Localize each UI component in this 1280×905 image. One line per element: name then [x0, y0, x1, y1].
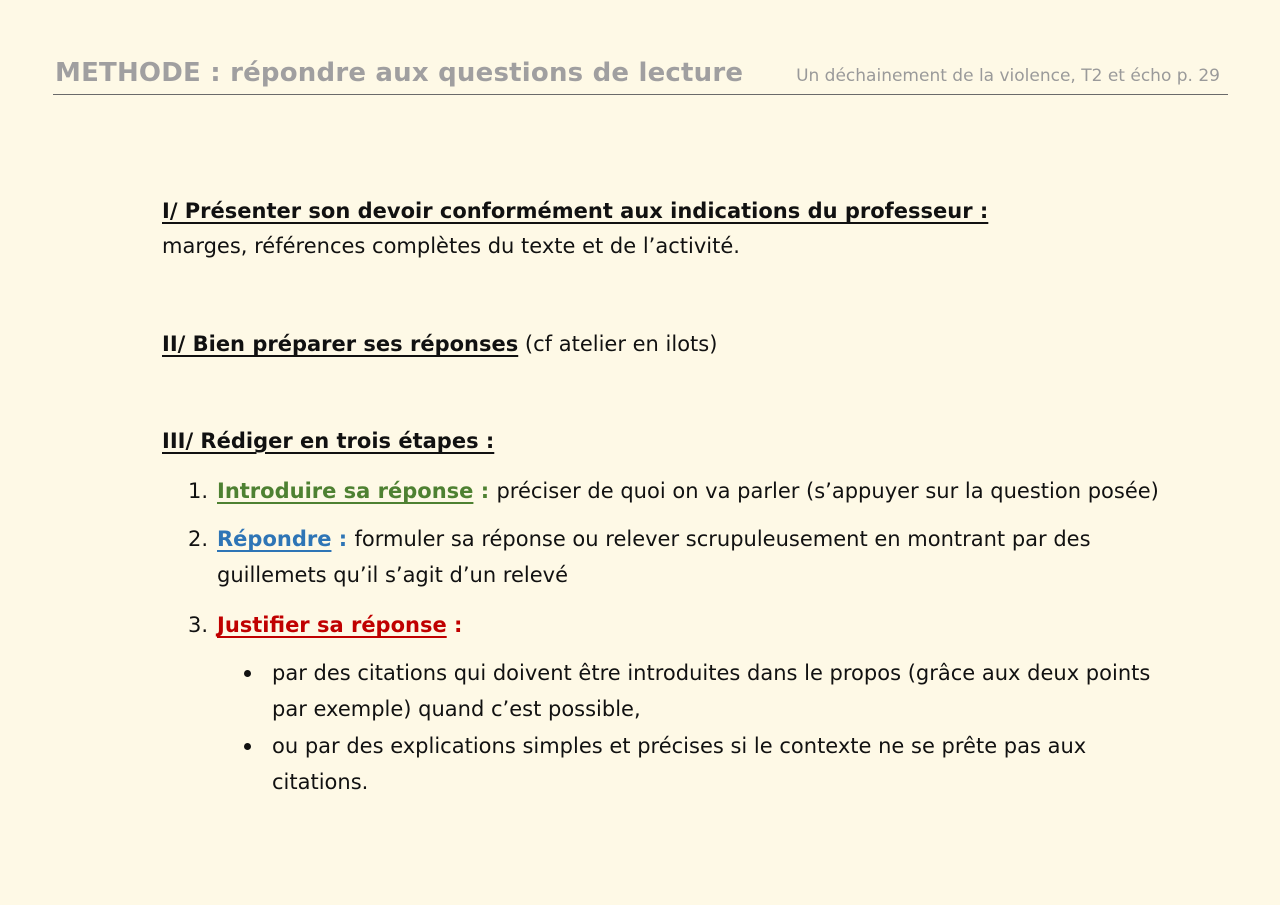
step-colon: : [446, 613, 463, 637]
page-title: METHODE : répondre aux questions de lecture [55, 58, 744, 88]
step-keyword: Répondre [217, 527, 332, 551]
step-number: 2. [188, 527, 209, 551]
step-2-continuation: guillemets qu’il s’agit d’un relevé [217, 563, 569, 587]
bullet-line: par exemple) quand c’est possible, [272, 697, 641, 721]
bullet-icon [244, 670, 251, 677]
section-1-body: marges, références complètes du texte et de l’activité. [162, 234, 740, 258]
step-1 [188, 476, 1159, 506]
bullet-line: ou par des explications simples et précises si le contexte ne se prête pas aux [272, 734, 1087, 758]
page-subtitle: Un déchainement de la violence, T2 et écho p. 29 [796, 66, 1220, 86]
bullet-line: par des citations qui doivent être introduites dans le propos (grâce aux deux points [272, 661, 1151, 685]
section-1-title: I/ Présenter son devoir conformément aux indications du professeur : [162, 199, 989, 223]
section-2 [162, 329, 717, 359]
step-number: 3. [188, 613, 209, 637]
step-number: 1. [188, 479, 209, 503]
page-header [53, 56, 1228, 95]
section-3-title: III/ Rédiger en trois étapes : [162, 429, 495, 453]
section-2-title: II/ Bien préparer ses réponses [162, 332, 519, 356]
bullet-icon [244, 743, 251, 750]
step-keyword: Introduire sa réponse [217, 479, 474, 503]
section-2-note: (cf atelier en ilots) [518, 332, 718, 356]
step-keyword: Justifier sa réponse [217, 613, 447, 637]
step-3 [188, 610, 462, 640]
step-colon: : [473, 479, 497, 503]
step-2 [188, 524, 1091, 554]
step-text: préciser de quoi on va parler (s’appuyer sur la question posée) [496, 479, 1159, 503]
bullet-line: citations. [272, 770, 369, 794]
step-colon: : [331, 527, 355, 551]
step-text: formuler sa réponse ou relever scrupuleusement en montrant par des [354, 527, 1091, 551]
